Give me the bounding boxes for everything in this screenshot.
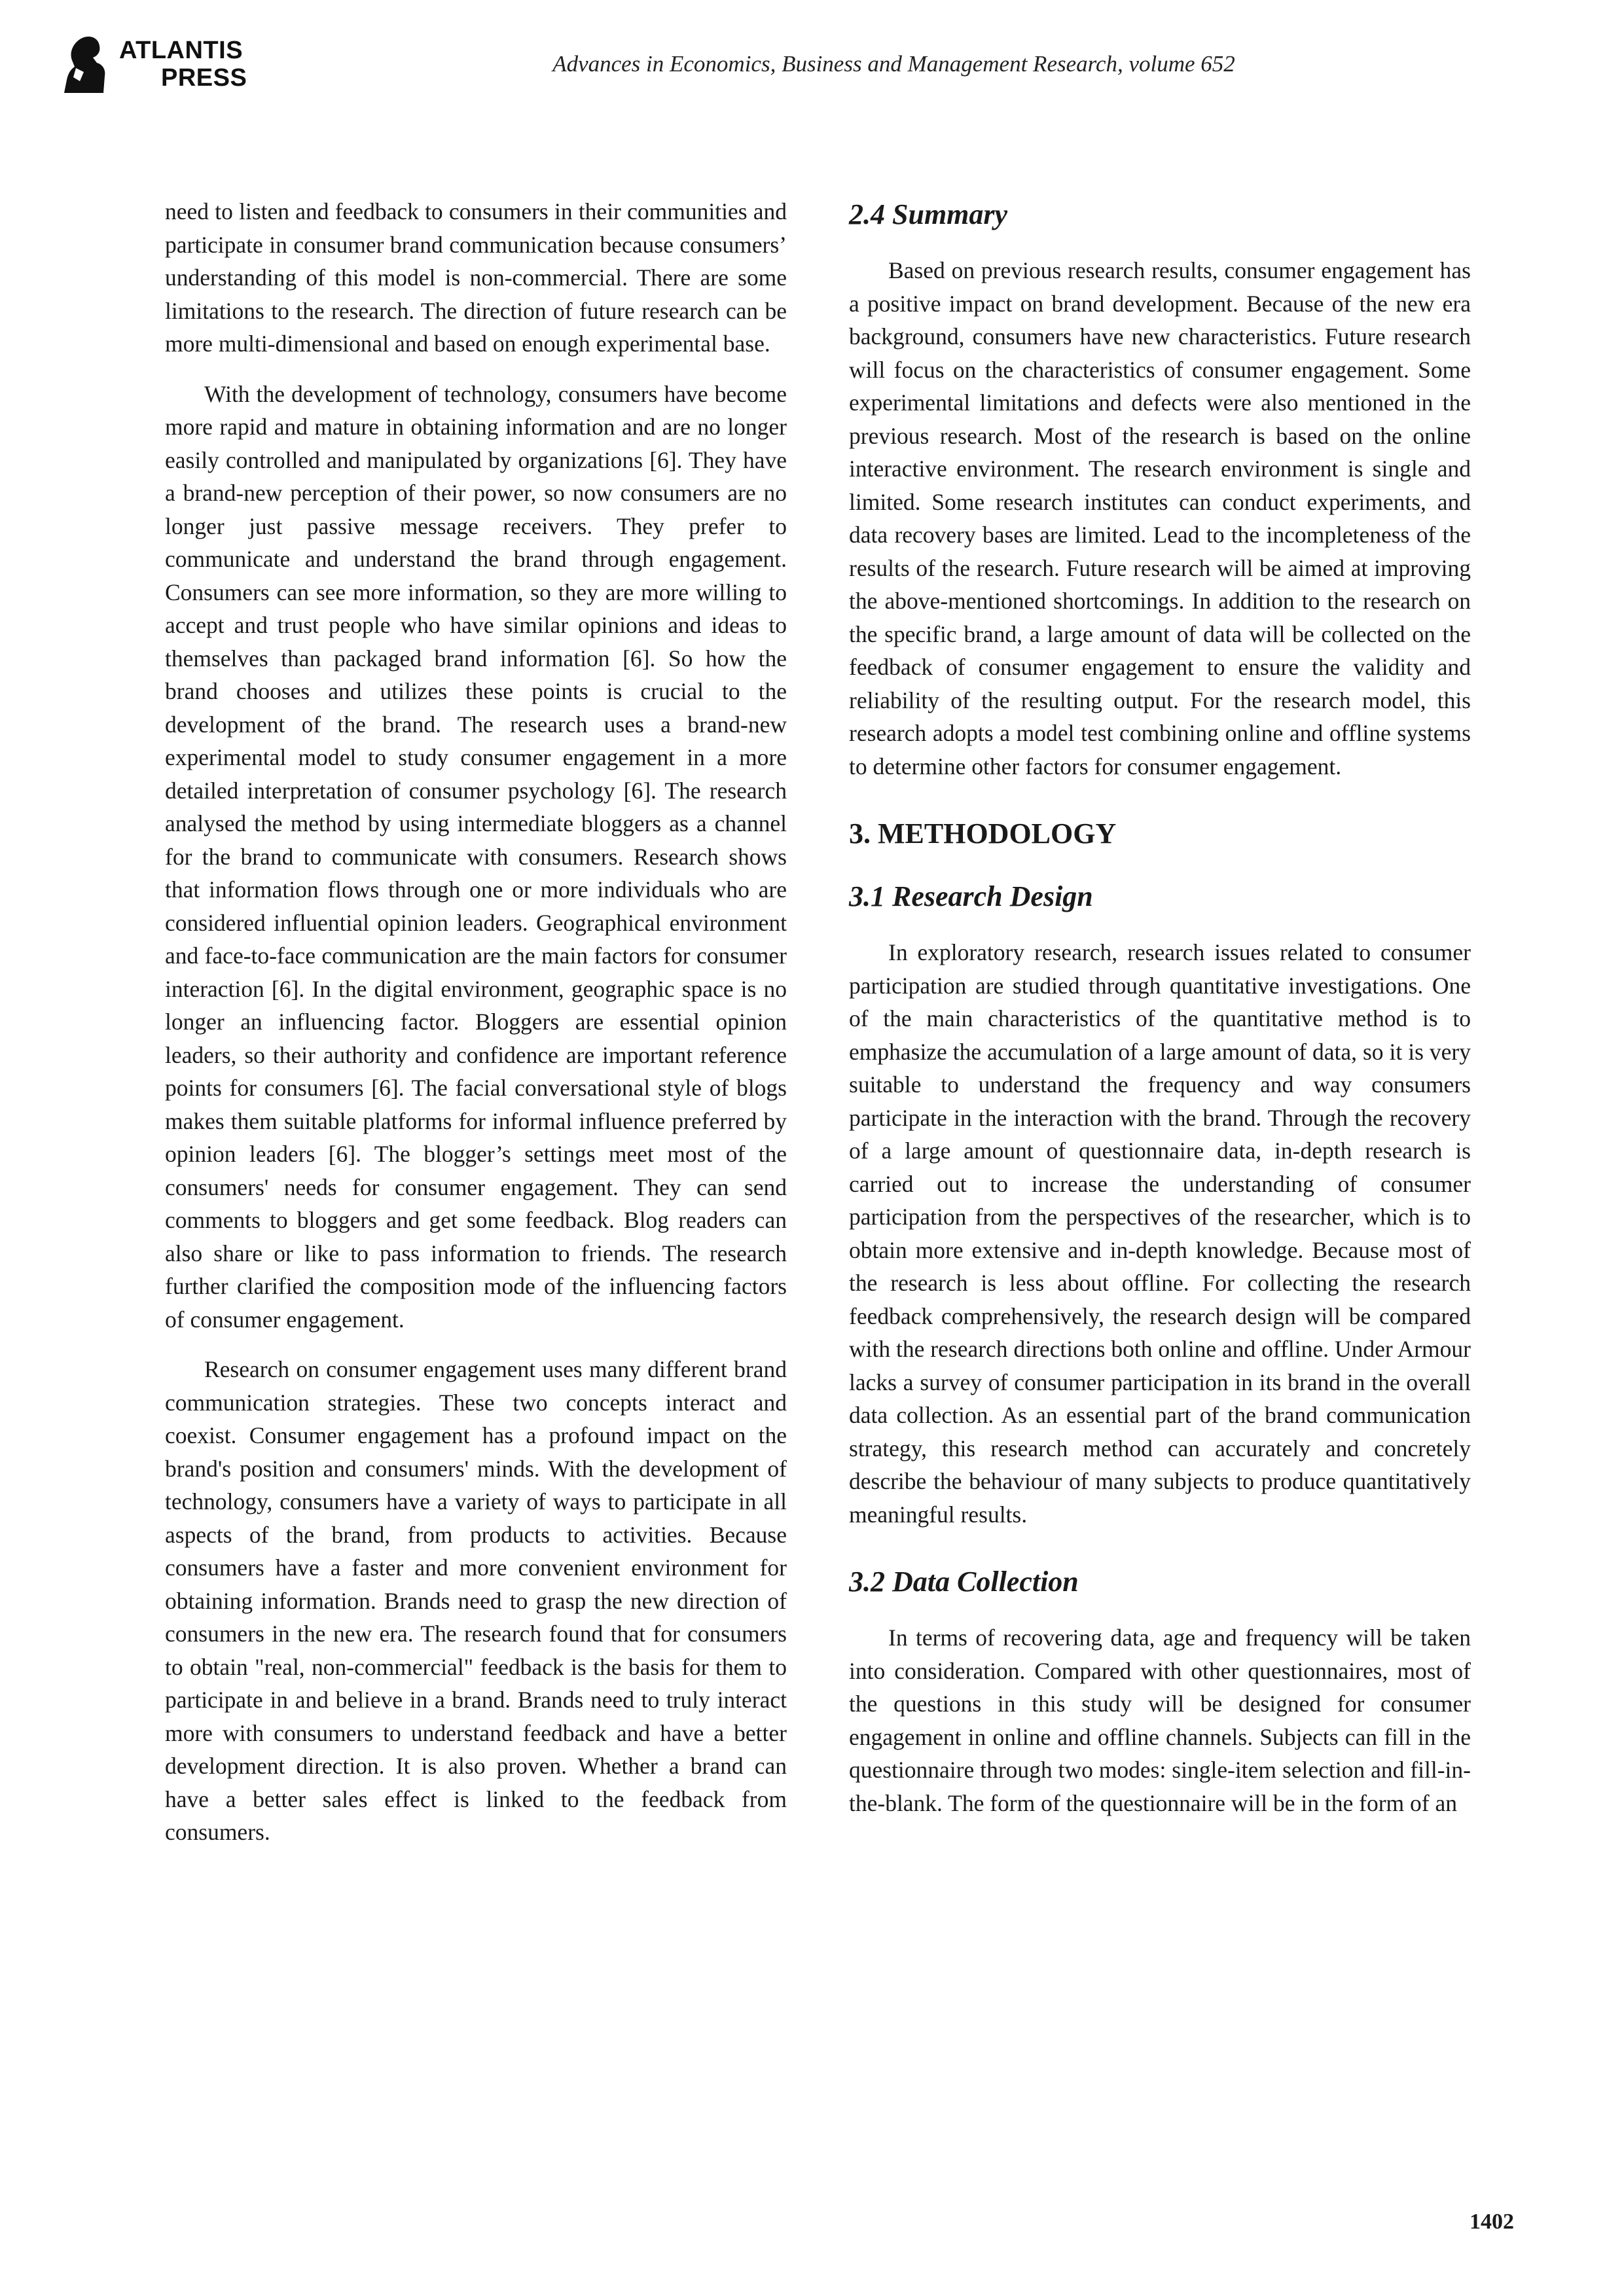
paragraph: With the development of technology, consumers have become more rapid and mature in obtaining information and are no longer easily controlled and manipulated by organizations [6]. They have a brand-new perception of their power, so now consumers are no longer just passive message receivers. They prefer to communicate and understand the brand through engagement. Consumers can see more information, so they are more willing to accept and trust people who have similar opinions and ideas to themselves than packaged brand information [6]. So how the brand chooses and utilizes these points is crucial to the development of the brand. The research uses a brand-new experimental model to study consumer engagement in a more detailed interpretation of consumer psychology [6]. The research analysed the method by using intermediate bloggers as a channel for the brand to communicate with consumers. Research shows that information flows through one or more individuals who are considered influential opinion leaders. Geographical environment and face-to-face communication are the main factors for consumer interaction [6]. In the digital environment, geographic space is no longer an influencing factor. Bloggers are essential opinion leaders, so their authority and confidence are important reference points for consumers [6]. The facial conversational style of blogs makes them suitable platforms for informal influence preferred by opinion leaders [6]. The blogger’s settings meet most of the consumers' needs for consumer engagement. They can send comments to bloggers and get some feedback. Blog readers can also share or like to pass information to friends. The research further clarified the composition mode of the influencing factors of consumer engagement. — [165, 380, 787, 1333]
section-heading-data-collection: 3.2 Data Collection — [849, 1566, 1079, 1598]
section-heading-summary: 2.4 Summary — [849, 198, 1008, 230]
paragraph: In terms of recovering data, age and frequency will be taken into consideration. Compared with other questionnaires, most of the questions in this study will be designed for consumer engagement in online and offline channels. Subjects can fill in the questionnaire through two modes: single-item selection and fill-in-the-blank. The form of the questionnaire will be in the form of an — [849, 1624, 1471, 1816]
logo-line-2: PRESS — [161, 64, 247, 92]
paragraph: Research on consumer engagement uses many different brand communication strategies. These two concepts interact and coexist. Consumer engagement has a profound impact on the brand's position and consumers' minds. With the development of technology, consumers have a variety of ways to participate in all aspects of the brand, from products to activities. Because consumers have a faster and more convenient environment for obtaining information. Brands need to grasp the new direction of consumers in the new era. The research found that for consumers to obtain "real, non-commercial" feedback is the basis for them to participate in and believe in a brand. Brands need to truly interact more with consumers to understand feedback and have a better development direction. It is also proven. Whether a brand can have a better sales effect is linked to the feedback from consumers. — [165, 1356, 787, 1845]
right-column — [849, 195, 1471, 1837]
section-heading-research-design: 3.1 Research Design — [849, 880, 1093, 912]
paragraph: In exploratory research, research issues related to consumer participation are studied through quantitative investigations. One of the main characteristics of the quantitative method is to emphasize the accumulation of a large amount of data, so it is very suitable to understand the frequency and way consumers participate in the interaction with the brand. Through the recovery of a large amount of questionnaire data, in-depth research is carried out to increase the understanding of consumer participation from the perspectives of the researcher, which is to obtain more extensive and in-depth knowledge. Because most of the research is less about offline. For collecting the research feedback comprehensively, the research design will be compared with the research directions both online and offline. Under Armour lacks a survey of consumer participation in its brand in the overall data collection. As an essential part of the brand communication strategy, this research method can accurately and concretely describe the behaviour of many subjects to produce quantitatively meaningful results. — [849, 939, 1471, 1528]
left-column — [165, 195, 787, 1866]
paragraph: need to listen and feedback to consumers in their communities and participate in consumer brand communication because consumers’ understanding of this model is non-commercial. There are some limitations to the research. The direction of future research can be more multi-dimensional and based on enough experimental base. — [165, 198, 787, 357]
page-number: 1402 — [1470, 2210, 1514, 2234]
page-header — [0, 0, 1624, 131]
section-heading-methodology: 3. METHODOLOGY — [849, 817, 1117, 850]
paragraph: Based on previous research results, consumer engagement has a positive impact on brand development. Because of the new era background, consumers have new characteristics. Future research will focus on the characteristics of consumer engagement. Some experimental limitations and defects were also mentioned in the previous research. Most of the research is based on the online interactive environment. The research environment is single and limited. Some research institutes can conduct experiments, and data recovery bases are limited. Lead to the incompleteness of the results of the research. Future research will be aimed at improving the above-mentioned shortcomings. In addition to the research on the specific brand, a large amount of data will be collected on the feedback of consumer engagement to ensure the validity and reliability of the resulting output. For the research model, this research adopts a model test combining online and offline systems to determine other factors for consumer engagement. — [849, 257, 1471, 780]
journal-title: Advances in Economics, Business and Management Research, volume 652 — [552, 51, 1235, 77]
logo-line-1: ATLANTIS — [119, 37, 244, 64]
